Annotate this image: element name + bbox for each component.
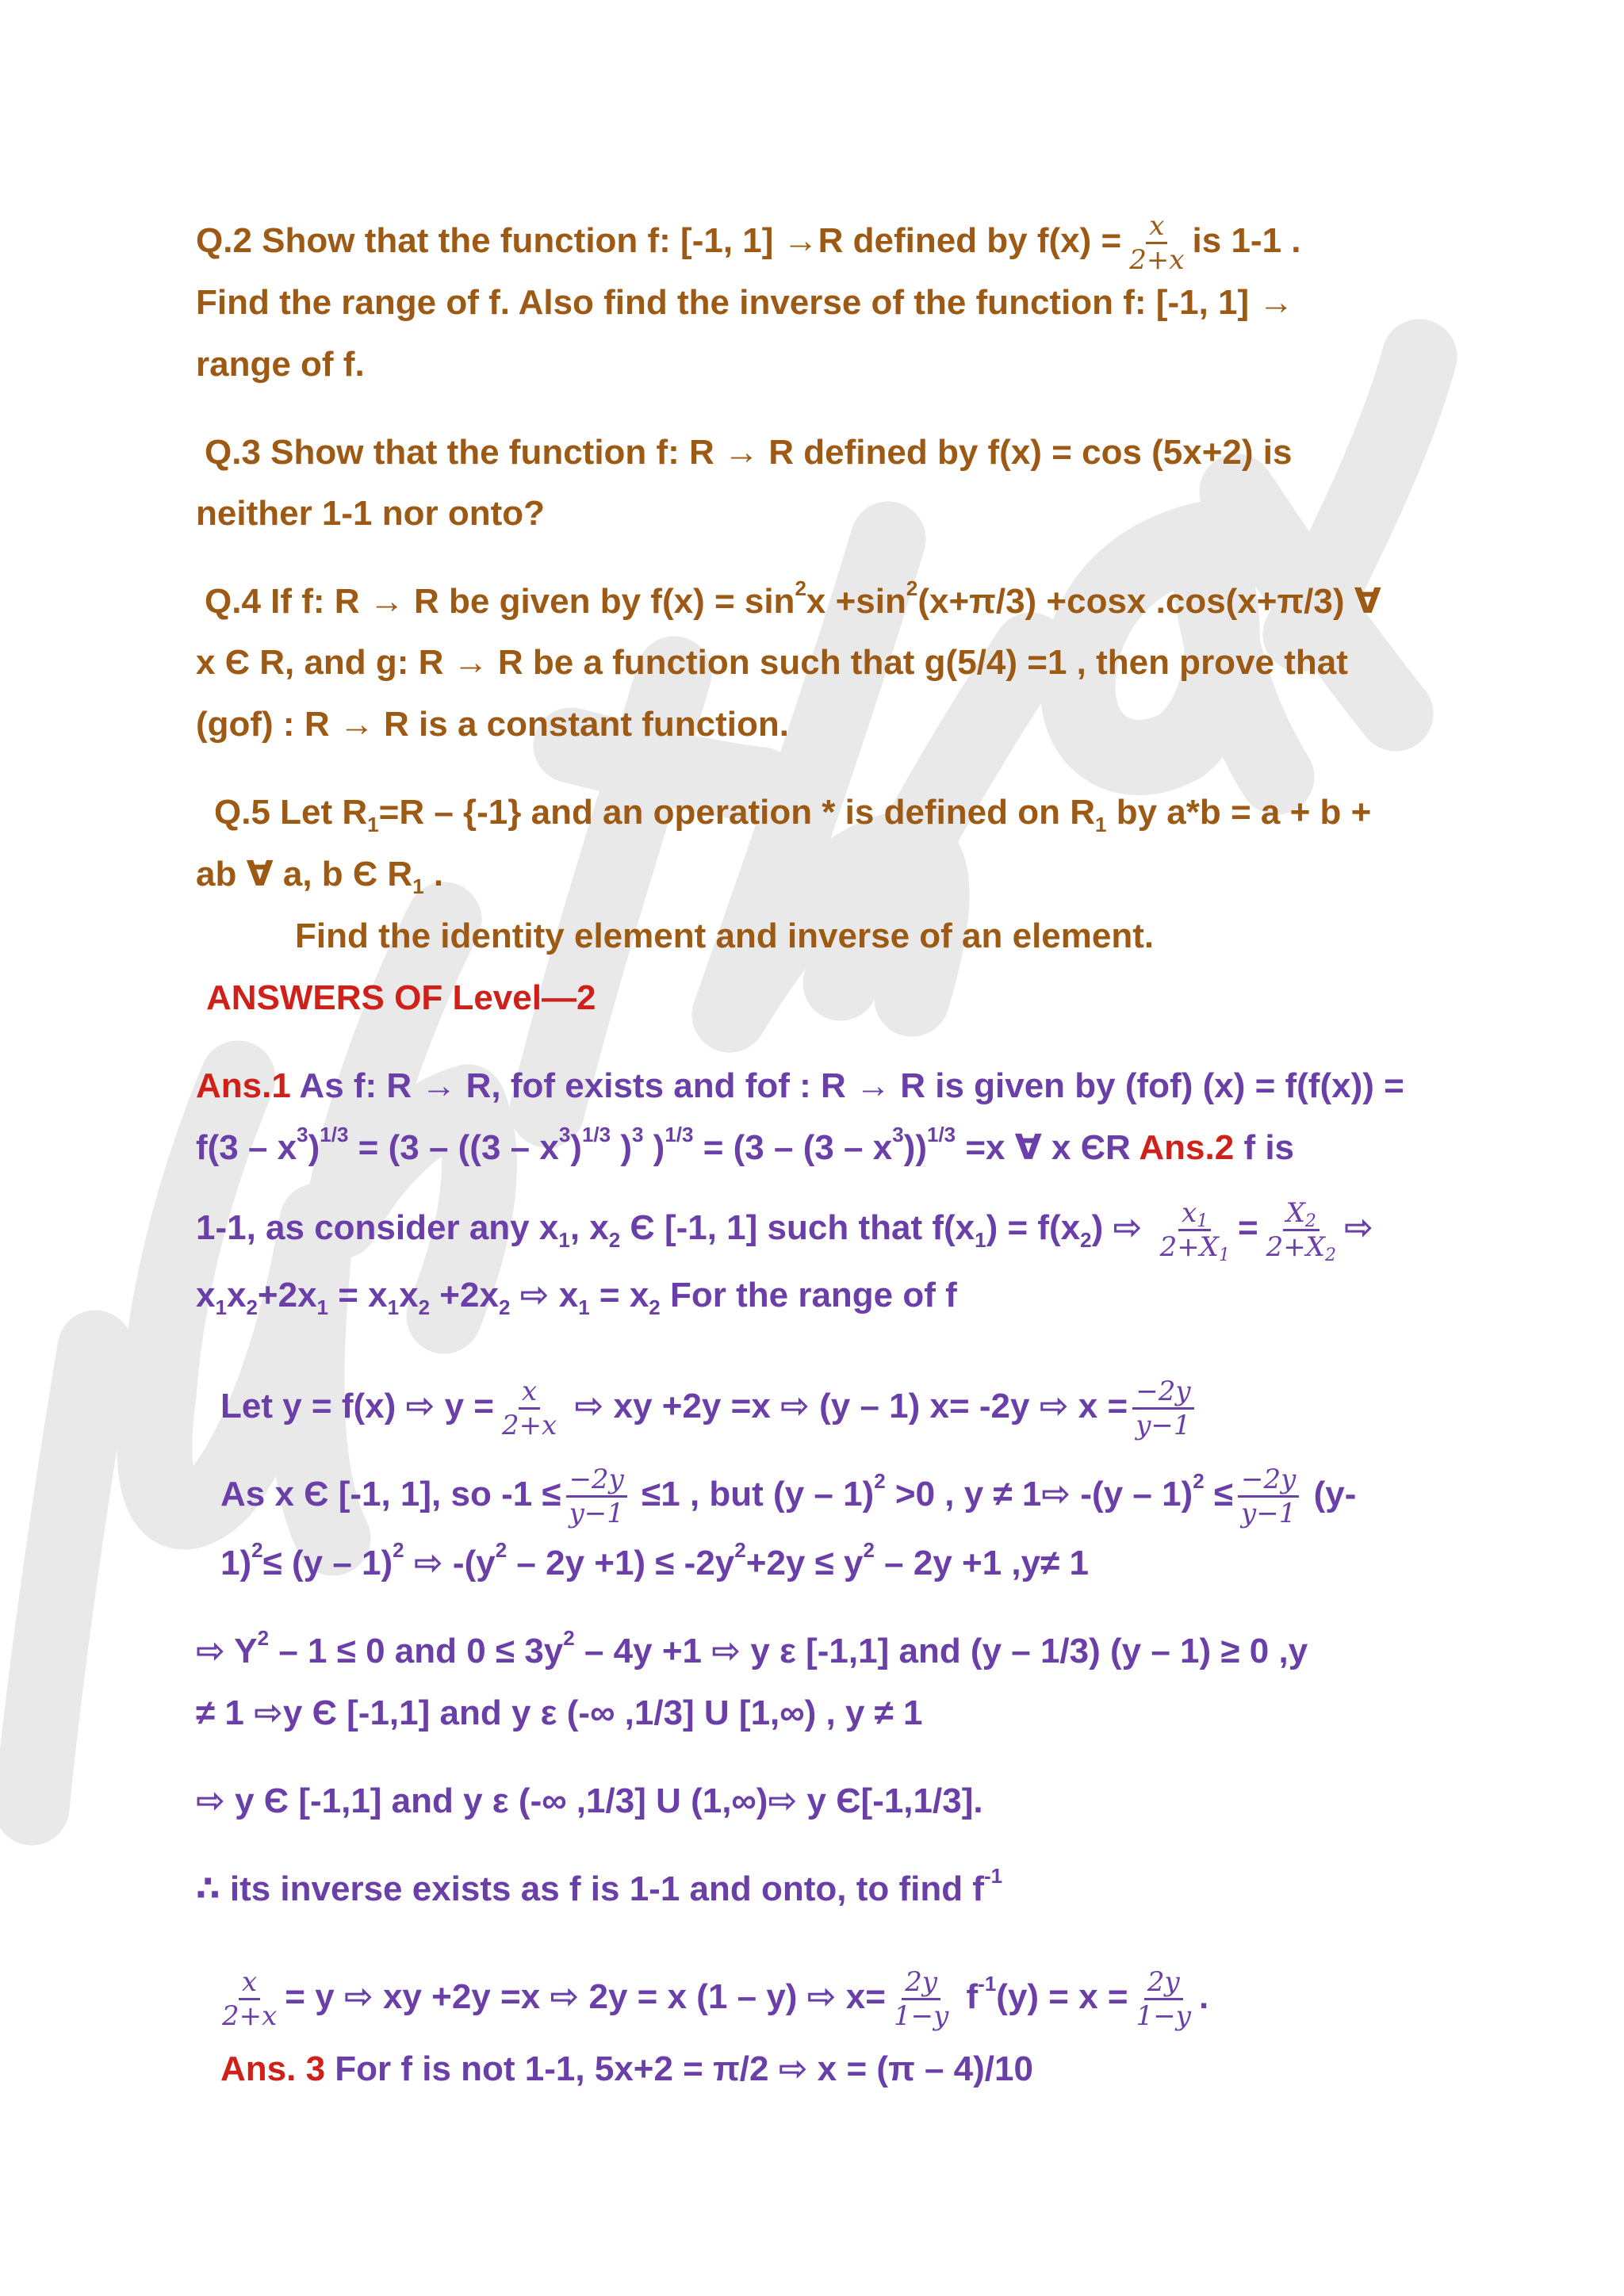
implies-arrow-icon: ⇨ [1343,1208,1373,1248]
ans2-fraction [1133,1966,1194,2032]
q5-text-e: . [423,855,444,894]
q5-line-2 [196,852,443,897]
ans2-subscript: 2 [1080,1228,1092,1253]
q5-subscript-2: 1 [1095,813,1107,836]
exponent: 2 [863,1538,875,1562]
fraction-denominator: 2+x [501,1410,557,1441]
answers-heading: ANSWERS OF Level—2 [206,978,596,1017]
exponent: -1 [983,1864,1003,1888]
math-text: – 1 ≤ 0 and 0 ≤ 3y [269,1632,564,1670]
q5-subscript-3: 1 [412,874,424,898]
ans2-text: As x Є [-1, 1], so -1 ≤ [220,1475,561,1514]
ans2-frac-n-text: x [1182,1197,1197,1229]
q5-line-3: Find the identity element and inverse of an element. [295,916,1155,955]
exponent: 1/3 [320,1123,349,1146]
exponent: 3 [558,1123,571,1146]
exponent: 2 [495,1538,508,1562]
ans2-text: = y ⇨ xy +2y =x ⇨ 2y = x (1 – y) ⇨ x= [285,1977,886,2017]
subscript: 2 [649,1295,661,1319]
q3-line-2: neither 1-1 nor onto? [196,494,545,533]
ans2-frac-d-text: 2+X [1266,1231,1325,1263]
fraction-denominator: y−1 [1241,1498,1297,1529]
ans2-subscript: 2 [1304,1211,1316,1231]
ans2-fraction-numerator [1283,1197,1320,1231]
ans2-text: Let y = f(x) ⇨ y = [220,1387,494,1426]
ans2-text-b: , x [569,1208,609,1248]
math-text: = x [328,1276,388,1314]
math-text: ) [611,1128,632,1167]
ans2-subscript: 1 [558,1228,570,1253]
ans2-text-d: ) = f(x [986,1208,1081,1248]
math-text: For the range of f [660,1276,957,1314]
exponent: 2 [563,1626,575,1650]
q2-line-2: Find the range of f. Also find the inverse of the function f: [-1, 1] → [196,283,1294,322]
ans2-text: . [1198,1977,1209,2017]
ans1-formula [196,1123,1139,1167]
ans2-text: f [956,1977,979,2017]
ans2-fraction-denominator [1157,1231,1233,1263]
fraction-denominator: y−1 [1136,1410,1191,1441]
subscript: 1 [215,1295,227,1319]
math-text: = (3 – ((3 – x [348,1128,559,1167]
q5-line-1 [214,790,1371,835]
ans2-text-c: Є [-1, 1] such that f(x [620,1208,975,1248]
ans2-line-8 [196,1626,1308,1674]
ans2-label: Ans.2 [1139,1128,1235,1167]
ans3-label: Ans. 3 [220,2049,326,2088]
fraction-numerator: 2y [902,1966,940,2000]
ans2-fraction [219,1966,280,2032]
equals-sign: = [1237,1208,1258,1248]
ans2-fraction [891,1966,952,2032]
exponent: 1/3 [665,1123,694,1146]
q3-line-1: Q.3 Show that the function f: R → R defined by f(x) = cos (5x+2) is [205,433,1293,472]
exponent: 2 [393,1538,404,1562]
q4-text-a: Q.4 If f: R → R be given by f(x) = sin [205,582,795,621]
fraction-numerator: 2y [1144,1966,1183,2000]
math-text: = x [589,1276,649,1314]
ans2-text-e: ) ⇨ [1091,1208,1143,1248]
ans2-line-6 [220,1464,1356,1529]
q4-text-b: x +sin [806,582,906,621]
math-text: +2y ≤ y [745,1544,864,1582]
ans2-fraction [566,1464,627,1529]
ans2-fraction [499,1376,560,1441]
ans2-text: (y) = x = [996,1977,1128,2017]
ans2-subscript: 2 [1324,1246,1336,1265]
math-text: ⇨ Y [196,1632,258,1670]
math-text: ⇨ x [510,1276,579,1314]
q2-line-1 [196,210,1301,276]
ans2-text: ⇨ xy +2y =x ⇨ (y – 1) x= -2y ⇨ x = [565,1387,1128,1426]
math-text: = (3 – (3 – x [693,1128,893,1167]
q4-exponent-2: 2 [906,576,918,600]
subscript: 2 [498,1295,511,1319]
ans3-line [220,2047,1033,2091]
math-text: x [399,1276,419,1314]
ans1-line-2 [196,1123,1295,1170]
math-text: ) [643,1128,665,1167]
subscript: 1 [387,1295,400,1319]
math-text: – 2y +1 ,y≠ 1 [874,1544,1089,1582]
ans2-text: ≤1 , but (y – 1) [631,1475,875,1514]
math-text: ) [308,1128,320,1167]
subscript: 1 [316,1295,329,1319]
fraction-numerator: −2y [1132,1376,1193,1410]
ans1-text: As f: R → R, fof exists and fof : R → R is given by (fof) (x) = f(f(x)) = [290,1066,1404,1105]
exponent: 2 [257,1626,270,1650]
ans2-subscript: 1 [1197,1211,1208,1231]
q4-text-c: (x+π/3) +cosx .cos(x+π/3) ∀ [917,582,1381,621]
q5-text-d: ab ∀ a, b Є R [196,855,413,894]
math-text: – 4y +1 ⇨ y ε [-1,1] and (y – 1/3) (y – 1) ≥ 0 ,y [574,1632,1308,1670]
exponent: 1/3 [926,1123,956,1146]
ans2-text: ∴ its inverse exists as f is 1-1 and onto, to find f [196,1869,984,1908]
ans1-line-1 [196,1064,1404,1108]
ans2-fraction-denominator [1263,1231,1339,1263]
math-text: +2x [257,1276,317,1314]
exponent: 1/3 [581,1123,611,1146]
fraction-numerator: x [239,1966,260,2000]
math-text: =x ∀ x ЄR [956,1128,1139,1167]
ans2-fraction-x2 [1263,1197,1339,1263]
ans2-subscript: 1 [975,1228,986,1253]
fraction-numerator: −2y [566,1464,627,1498]
ans2-fraction [1132,1376,1193,1441]
ans2-line-7 [220,1538,1089,1586]
math-text: )) [903,1128,927,1167]
q4-line-2: x Є R, and g: R → R be a function such that g(5/4) =1 , then prove that [196,643,1348,682]
ans2-fraction-numerator [1178,1197,1211,1231]
ans2-text: ≤ [1204,1475,1234,1514]
exponent: 2 [1193,1469,1205,1494]
ans2-line-5 [220,1376,1199,1441]
q4-exponent-1: 2 [795,576,806,600]
exponent: 2 [251,1538,263,1562]
q2-fraction-denominator: 2+x [1129,244,1185,276]
math-text: ≤ (y – 1) [262,1544,393,1582]
q2-fraction-numerator: x [1146,210,1167,244]
subscript: 2 [418,1295,431,1319]
ans2-text: >0 , y ≠ 1⇨ -(y – 1) [885,1475,1193,1514]
q5-text-b: =R – {-1} and an operation * is defined on R [378,793,1095,832]
exponent: 2 [874,1469,886,1494]
q4-line-1 [205,576,1381,624]
q5-subscript-1: 1 [367,813,379,836]
ans2-subscript: 2 [608,1228,621,1253]
q4-line-3: (gof) : R → R is a constant function. [196,705,789,744]
ans2-frac-d-text: 2+X [1159,1231,1219,1263]
exponent: 2 [734,1538,746,1562]
exponent: -1 [978,1972,997,1996]
ans2-line-3 [196,1197,1373,1263]
fraction-denominator: 1−y [893,2000,949,2032]
q5-text-c: by a*b = a + b + [1106,793,1372,832]
fraction-denominator: 1−y [1136,2000,1191,2032]
ans2-text-a: 1-1, as consider any x [196,1208,559,1248]
math-text: 1) [220,1544,252,1582]
q2-fraction [1126,210,1187,276]
math-text: +2x [430,1276,499,1314]
exponent: 3 [297,1123,308,1146]
ans3-text: For f is not 1-1, 5x+2 = π/2 ⇨ x = (π – 4)/10 [325,2049,1033,2088]
math-text: ⇨ -(y [404,1544,496,1582]
ans1-label: Ans.1 [196,1066,291,1105]
q2-text-a: Q.2 Show that the function f: [-1, 1] →R defined by f(x) = [196,221,1122,261]
q2-text-b: is 1-1 . [1192,221,1301,261]
fraction-denominator: 2+x [222,2000,278,2032]
math-text: – 2y +1) ≤ -2y [507,1544,735,1582]
ans2-line-10: ⇨ y Є [-1,1] and y ε (-∞ ,1/3] U (1,∞)⇨ y Є[-1,1/3]. [196,1781,983,1820]
ans2-line-9: ≠ 1 ⇨y Є [-1,1] and y ε (-∞ ,1/3] U [1,∞) , y ≠ 1 [196,1693,923,1732]
exponent: 3 [892,1123,904,1146]
fraction-numerator: x [519,1376,540,1410]
subscript: 1 [578,1295,590,1319]
ans2-text: (y- [1304,1475,1357,1514]
math-text: f(3 – x [196,1128,297,1167]
ans2-subscript: 1 [1218,1246,1230,1265]
ans2-fraction-x1 [1157,1197,1233,1263]
exponent: 3 [631,1123,644,1146]
ans2-line-12 [214,1966,1208,2032]
fraction-numerator: −2y [1238,1464,1299,1498]
q2-line-3: range of f. [196,345,365,384]
ans2-text-start: f is [1234,1128,1295,1167]
math-text: x [196,1276,216,1314]
fraction-denominator: y−1 [569,1498,624,1529]
math-text: x [226,1276,247,1314]
ans2-line-4 [196,1273,957,1318]
q5-text-a: Q.5 Let R [214,793,368,832]
math-text: ) [570,1128,582,1167]
subscript: 2 [246,1295,258,1319]
ans2-frac-n-text: X [1285,1197,1305,1229]
ans2-fraction [1238,1464,1299,1529]
ans2-line-11 [196,1864,1003,1911]
